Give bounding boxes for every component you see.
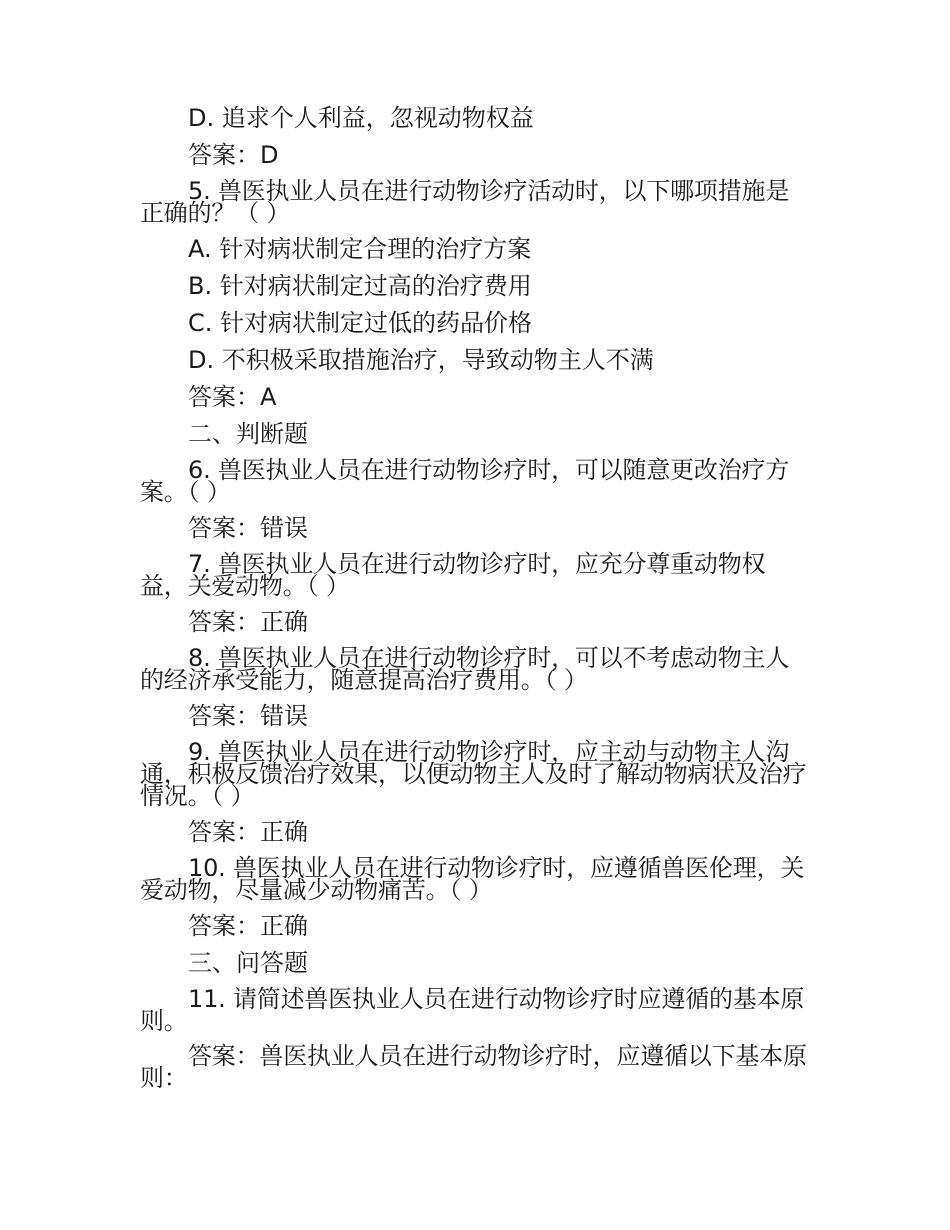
option-b: B. 针对病状制定过高的治疗费用 — [188, 272, 532, 300]
question-9: 9. 兽医执业人员在进行动物诊疗时，应主动与动物主人沟通，积极反馈治疗效果，以便动物主人及时了解动物病状及治疗情况。（ ） — [140, 738, 807, 810]
option-c: C. 针对病状制定过低的药品价格 — [188, 309, 533, 337]
document-body — [140, 100, 812, 1096]
section-heading-essay: 三、问答题 — [188, 949, 308, 977]
question-7: 7. 兽医执业人员在进行动物诊疗时，应充分尊重动物权益，关爱动物。（ ） — [140, 550, 766, 600]
question-5: 5. 兽医执业人员在进行动物诊疗活动时，以下哪项措施是正确的？（ ） — [140, 177, 790, 227]
option-a: A. 针对病状制定合理的治疗方案 — [188, 235, 532, 263]
option-d: D. 不积极采取措施治疗，导致动物主人不满 — [188, 346, 654, 374]
option-d: D. 追求个人利益，忽视动物权益 — [188, 104, 534, 132]
answer-line: 答案：正确 — [188, 912, 308, 940]
question-11: 11. 请简述兽医执业人员在进行动物诊疗时应遵循的基本原则。 — [140, 985, 805, 1035]
answer-line: 答案：D — [188, 141, 279, 169]
answer-line: 答案：正确 — [188, 608, 308, 636]
question-10: 10. 兽医执业人员在进行动物诊疗时，应遵循兽医伦理，关爱动物，尽量减少动物痛苦。（ ） — [140, 854, 805, 904]
question-6: 6. 兽医执业人员在进行动物诊疗时，可以随意更改治疗方案。（ ） — [140, 456, 790, 506]
answer-line: 答案：错误 — [188, 702, 308, 730]
answer-line: 答案：A — [188, 383, 277, 411]
question-8: 8. 兽医执业人员在进行动物诊疗时，可以不考虑动物主人的经济承受能力，随意提高治疗费用。（ ） — [140, 644, 790, 694]
answer-line: 答案：正确 — [188, 818, 308, 846]
answer-paragraph: 答案：兽医执业人员在进行动物诊疗时，应遵循以下基本原则： — [140, 1042, 807, 1092]
section-heading-true-false: 二、判断题 — [188, 420, 308, 448]
answer-line: 答案：错误 — [188, 514, 308, 542]
